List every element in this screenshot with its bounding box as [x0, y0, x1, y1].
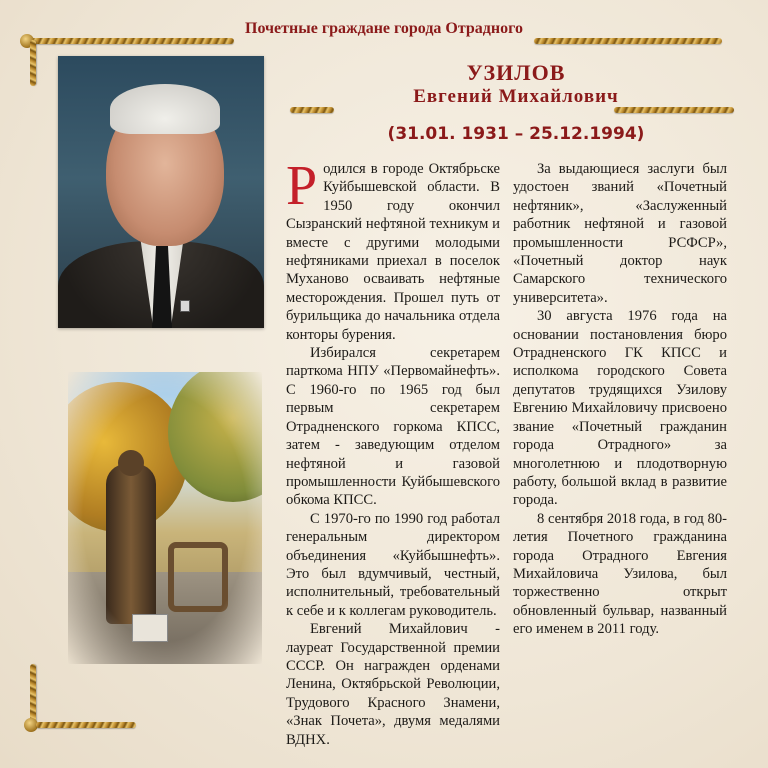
biography-column-left	[286, 155, 500, 749]
drop-cap: Р	[286, 155, 318, 217]
decorative-rope-left	[30, 40, 36, 86]
biography-paragraph: С 1970-го по 1990 год работал генеральным директором объединения «Куйбышнефть». Это был вдумчивый, честный, исполнительный, требовательный к себе и к коллегам руководитель.	[286, 510, 500, 619]
biography-paragraph: За выдающиеся заслуги был удостоен званий «Почетный нефтяник», «Заслуженный работник нефтяной и газовой промышленности РСФСР», «Почетный доктор наук Самарского технического университета».	[513, 161, 727, 306]
portrait-badge	[180, 300, 190, 312]
decorative-rope-left-bottom	[30, 664, 36, 724]
decorative-rope-top-right	[534, 38, 722, 44]
biography-paragraph: 8 сентября 2018 года, в год 80-летия Почетного гражданина города Отрадного Евгения Михайловича Узилова, был торжественно открыт обновленный бульвар, названный его именем в 2011 году.	[513, 510, 727, 638]
paragraph-text: одился в городе Октябрьске Куйбышевской области. В 1950 году окончил Сызранский нефтяной техникум и вместе с другими молодыми нефтяниками приехал в поселок Муханово осваивать нефтяные месторождения. Прошел путь от бурильщика до начальника отдела конторы бурения.	[286, 161, 500, 343]
life-dates: (31.01. 1931 – 25.12.1994)	[387, 124, 645, 144]
biography-paragraph: 30 августа 1976 года на основании постановления бюро Отрадненского ГК КПСС и исполкома городского Совета депутатов трудящихся Узилову Евгению Михайловичу присвоено звание «Почетный гражданин города Отрадного» за многолетнюю и плодотворную работу, большой вклад в развитие города.	[513, 308, 727, 509]
portrait-photo	[58, 56, 264, 328]
header-title: Почетные граждане города Отрадного	[245, 20, 523, 37]
biography-paragraph: Евгений Михайлович - лауреат Государственной премии СССР. Он награжден орденами Ленина, Октябрьской Революции, Трудового Красного Знамени, «Знак Почета», двумя медалями ВДНХ.	[286, 621, 500, 748]
statue-head	[118, 450, 144, 476]
person-given-names: Евгений Михайлович	[413, 86, 619, 107]
memorial-plaque	[132, 614, 168, 642]
decorative-rope-bottom	[36, 722, 136, 728]
page-header	[0, 0, 768, 44]
decorative-rope-top-left	[28, 38, 234, 44]
biography-paragraph: Избирался секретарем парткома НПУ «Первомайнефть». С 1960-го по 1965 год был первым секретарем Отрадненского горкома КПСС, затем - заведующим отделом нефтяной и газовой промышленности Куйбышевского обкома КПСС.	[286, 345, 500, 509]
person-surname: УЗИЛОВ	[466, 60, 566, 85]
oilman-statue	[106, 464, 156, 624]
biography-column-right	[513, 160, 727, 639]
monument-photo	[68, 372, 262, 664]
biography-paragraph	[286, 155, 500, 344]
portrait-hair	[110, 84, 220, 134]
valve-sculpture	[168, 542, 228, 612]
